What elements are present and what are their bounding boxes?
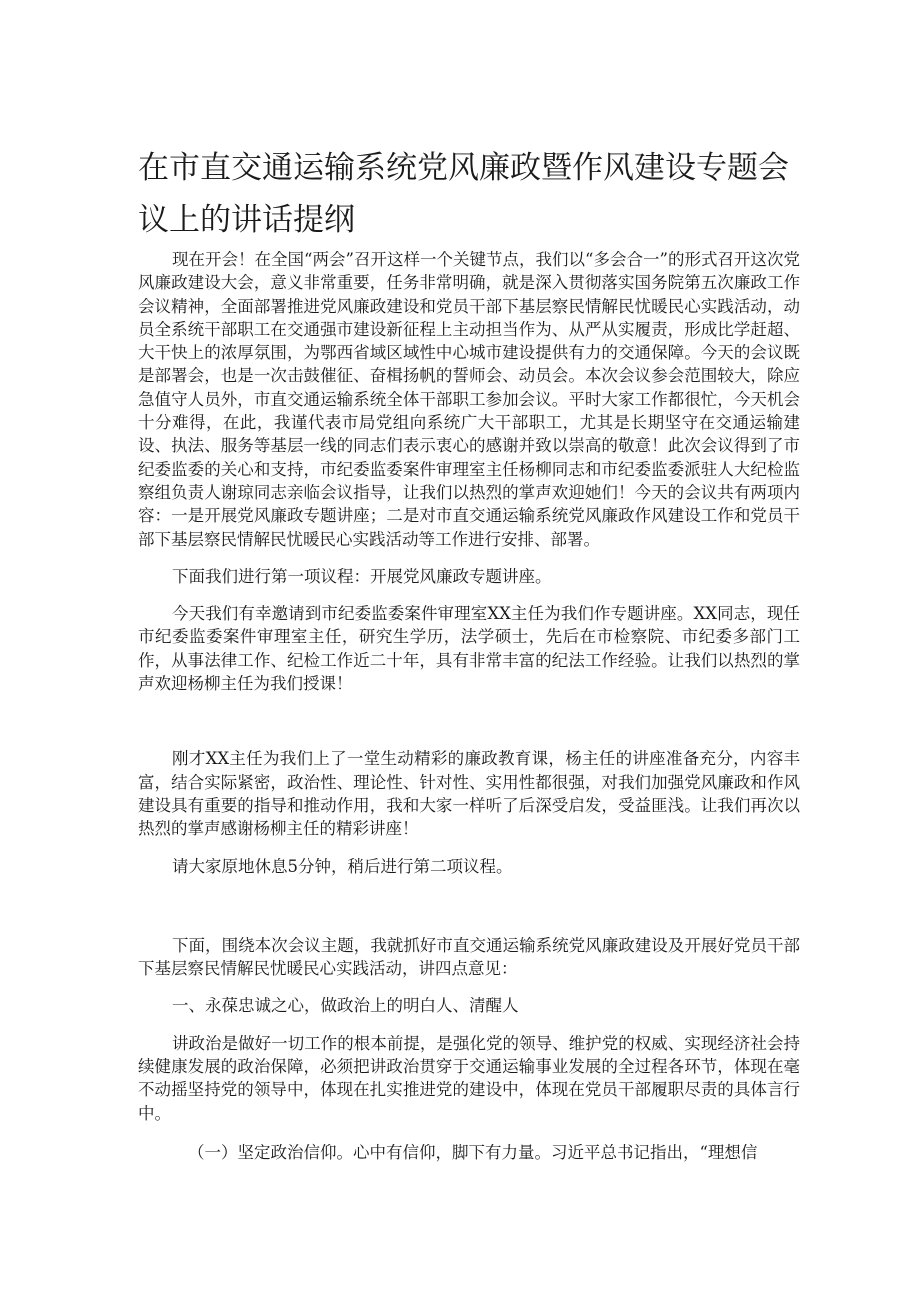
- paragraph-four-points: 下面，围绕本次会议主题，我就抓好市直交通运输系统党风廉政建设及开展好党员干部下基层察民情解民忧暖民心实践活动，讲四点意见：: [138, 935, 800, 979]
- document-body: [138, 248, 800, 1164]
- subsection-heading-one: （一）坚定政治信仰。心中有信仰，脚下有力量。习近平总书记指出，“理想信: [188, 1142, 758, 1162]
- paragraph-agenda-one: 下面我们进行第一项议程：开展党风廉政专题讲座。: [172, 566, 552, 586]
- paragraph-opening: 现在开会！在全国“两会”召开这样一个关键节点，我们以“多会合一”的形式召开这次党风廉政建设大会，意义非常重要，任务非常明确，就是深入贯彻落实国务院第五次廉政工作会议精神，全面部署推进党风廉政建设和党员干部下基层察民情解民忧暖民心实践活动，动员全系统干部职工在交通强市建设新征程上主动担当作为、从严从实履责，形成比学赶超、大干快上的浓厚氛围，为鄂西省域区域性中心城市建设提供有力的交通保障。今天的会议既是部署会，也是一次击鼓催征、奋楫扬帆的誓师会、动员会。本次会议参会范围较大，除应急值守人员外，市直交通运输系统全体干部职工参加会议。平时大家工作都很忙，今天机会十分难得，在此，我谨代表市局党组向系统广大干部职工，尤其是长期坚守在交通运输建设、执法、服务等基层一线的同志们表示衷心的感谢并致以崇高的敬意！此次会议得到了市纪委监委的关心和支持，市纪委监委案件审理室主任杨柳同志和市纪委监委派驻人大纪检监察组负责人谢琼同志亲临会议指导，让我们以热烈的掌声欢迎她们！今天的会议共有两项内容：一是开展党风廉政专题讲座；二是对市直交通运输系统党风廉政作风建设工作和党员干部下基层察民情解民忧暖民心实践活动等工作进行安排、部署。: [138, 250, 800, 549]
- document-title: 在市直交通运输系统党风廉政暨作风建设专题会议上的讲话提纲: [138, 150, 789, 238]
- paragraph-lecture-thanks: 刚才XX主任为我们上了一堂生动精彩的廉政教育课，杨主任的讲座准备充分，内容丰富，结合实际紧密，政治性、理论性、针对性、实用性都很强，对我们加强党风廉政和作风建设具有重要的指导和推动作用，我和大家一样听了后深受启发，受益匪浅。让我们再次以热烈的掌声感谢杨柳主任的精彩讲座！: [138, 749, 800, 839]
- paragraph-politics: 讲政治是做好一切工作的根本前提，是强化党的领导、维护党的权威、实现经济社会持续健康发展的政治保障，必须把讲政治贯穿于交通运输事业发展的全过程各环节，体现在毫不动摇坚持党的领导中，体现在扎实推进党的建设中，体现在党员干部履职尽责的具体言行中。: [138, 1033, 800, 1123]
- paragraph-break: 请大家原地休息5分钟，稍后进行第二项议程。: [172, 856, 513, 876]
- paragraph-speaker-intro: 今天我们有幸邀请到市纪委监委案件审理室XX主任为我们作专题讲座。XX同志，现任市纪委监委案件审理室主任，研究生学历，法学硕士，先后在市检察院、市纪委多部门工作，从事法律工作、纪检工作近二十年，具有非常丰富的纪法工作经验。让我们以热烈的掌声欢迎杨柳主任为我们授课！: [138, 604, 800, 694]
- section-heading-one: 一、永葆忠诚之心，做政治上的明白人、清醒人: [172, 996, 519, 1016]
